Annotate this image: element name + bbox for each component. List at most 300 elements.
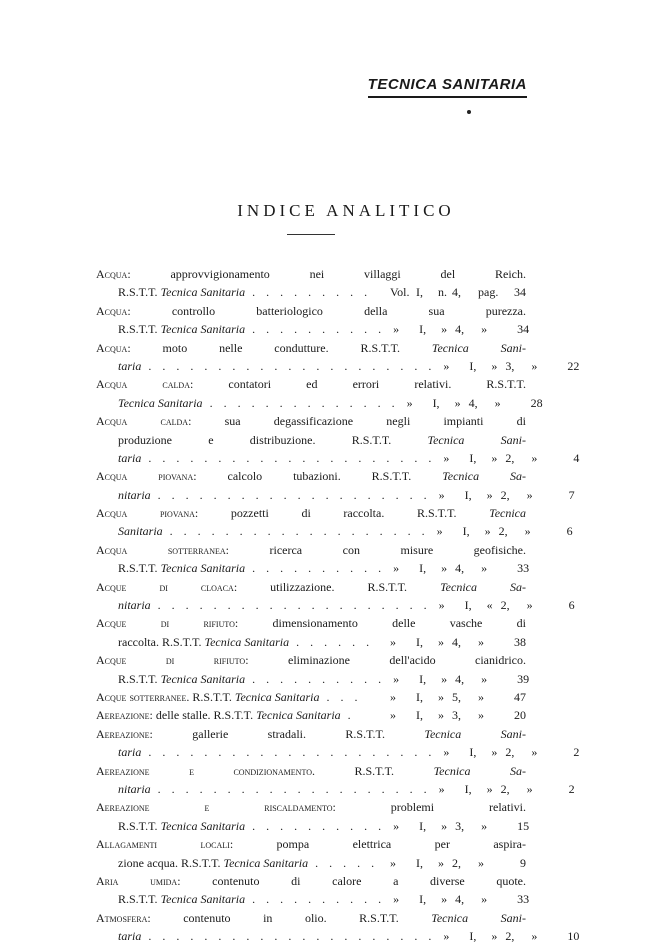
index-entry xyxy=(96,798,530,835)
ref-page: 22 xyxy=(567,358,580,373)
entry-description: utilizzazione. R.S.T.T. xyxy=(237,579,441,594)
entry-text xyxy=(96,339,526,357)
ref-number: 2, xyxy=(498,524,508,539)
entry-description: gallerie stradali. R.S.T.T. xyxy=(152,726,425,741)
ref-number-label: » xyxy=(491,745,498,760)
journal-title: Tecnica Sanitaria xyxy=(160,818,246,833)
journal-title: taria xyxy=(118,929,142,944)
entry-heading: Acque di rifiuto: xyxy=(96,653,249,668)
ref-page: 6 xyxy=(568,598,575,613)
entry-text xyxy=(96,743,435,761)
entry-description: R.S.T.T. xyxy=(118,671,161,686)
entry-description: dimensionamento delle vasche di xyxy=(238,616,526,631)
dot-leader: . . . . . . . . . . xyxy=(245,322,386,337)
ref-volume-label: » xyxy=(443,745,450,760)
entry-text xyxy=(96,504,526,522)
entry-text xyxy=(96,651,526,669)
entry-description: approvvigionamento nei villaggi del Reich. xyxy=(130,267,526,281)
ref-volume: I, xyxy=(432,395,440,410)
entry-reference xyxy=(435,743,579,761)
index-entry-line xyxy=(96,375,526,393)
ref-number: 2, xyxy=(500,781,510,796)
index-entry-line xyxy=(96,431,526,449)
journal-title: Tecnica Sanitaria xyxy=(118,395,203,410)
ref-number: 2, xyxy=(452,855,461,870)
index-entry xyxy=(96,375,543,412)
entry-text xyxy=(96,780,431,798)
ref-volume: I, xyxy=(419,892,427,907)
journal-title: taria xyxy=(118,358,142,373)
entry-text xyxy=(96,817,385,835)
index-entry-line xyxy=(96,559,530,577)
journal-title: Tecnica Sanitaria xyxy=(160,322,246,337)
dot-leader: . . . . . . . . . . . . . . xyxy=(202,395,399,410)
ref-number-label: » xyxy=(438,689,444,704)
ref-page-label: » xyxy=(524,524,531,539)
title-rule xyxy=(287,234,335,235)
dot-leader: . . . . . . . . . . . . . . . . . . . . xyxy=(150,781,431,796)
dot-leader: . . . . . . . . . . . . . . . . . . . . xyxy=(150,487,431,502)
index-entry-line xyxy=(96,467,526,485)
entry-description: pompa elettrica per aspira- xyxy=(233,837,526,852)
entry-heading: Aereazione: xyxy=(96,726,153,741)
ref-number: 5, xyxy=(452,689,461,704)
dot-leader: . . . . . . . . . . . . . . . . . . . xyxy=(162,524,429,539)
ref-page-label: » xyxy=(531,929,538,944)
ref-volume-label: » xyxy=(393,892,400,907)
entry-heading: Acqua: xyxy=(96,340,131,355)
journal-title: nitaria xyxy=(118,487,151,502)
index-entry-line xyxy=(96,890,530,908)
entry-heading: Acqua calda: xyxy=(96,414,192,429)
ref-page: 47 xyxy=(514,689,526,704)
entry-description: contatori ed errori relativi. R.S.T.T. xyxy=(193,377,526,392)
index-entry xyxy=(96,339,580,376)
entry-heading: Acque sotterranee. xyxy=(96,689,190,704)
ref-page: 9 xyxy=(520,855,526,870)
entry-description: R.S.T.T. xyxy=(189,689,235,704)
ref-page-label: » xyxy=(478,855,484,870)
journal-title: Tecnica Sanitaria xyxy=(223,855,309,870)
entry-description: R.S.T.T. xyxy=(118,322,161,337)
ref-volume: I, xyxy=(419,671,427,686)
dot-leader: . . . . . . . . . . . . . . . . . . . . . xyxy=(141,745,436,760)
entry-text xyxy=(96,614,526,632)
ref-number-label: » xyxy=(441,322,448,337)
index-entry-line xyxy=(96,670,530,688)
dot-leader: . . . . . . . . . . xyxy=(245,561,386,576)
ref-volume: I, xyxy=(464,598,472,613)
dot-leader: . . . . . . xyxy=(289,634,374,649)
ref-number-label: » xyxy=(486,781,493,796)
ref-page-label: » xyxy=(531,358,538,373)
ref-page: 39 xyxy=(517,671,530,686)
ref-number: 3, xyxy=(452,708,461,723)
entry-description: contenuto di calore a diverse quote. xyxy=(180,873,526,888)
ref-page: 34 xyxy=(514,285,526,300)
entry-text xyxy=(96,302,526,320)
ref-volume: I, xyxy=(419,818,427,833)
index-entry-line xyxy=(96,394,543,412)
index-entry-line xyxy=(96,578,526,596)
journal-title: Tecnica Sanitaria xyxy=(160,561,246,576)
journal-title: nitaria xyxy=(118,598,151,613)
index-entry-line xyxy=(96,504,526,522)
entry-text xyxy=(96,596,431,614)
entry-text xyxy=(96,522,429,540)
entry-description: ricerca con misure geofisiche. xyxy=(228,542,526,557)
index-entry xyxy=(96,541,530,578)
index-entry xyxy=(96,467,575,504)
ref-volume: I, xyxy=(419,561,427,576)
entry-reference xyxy=(385,817,529,835)
journal-title: Tecnica Sa- xyxy=(440,579,526,594)
ref-number-label: » xyxy=(491,450,498,465)
ref-page: 2 xyxy=(573,745,580,760)
journal-title: Tecnica Sanitaria xyxy=(160,671,246,686)
index-entry xyxy=(96,909,580,945)
ref-volume: I, xyxy=(416,855,423,870)
entry-heading: Aereazione e riscaldamento: xyxy=(96,800,336,815)
ref-page: 38 xyxy=(514,634,526,649)
ref-volume-label: » xyxy=(436,524,443,539)
index-entry-line xyxy=(96,320,530,338)
ref-volume-label: » xyxy=(438,781,445,796)
entry-text xyxy=(96,762,526,780)
ref-volume-label: » xyxy=(393,818,400,833)
dot-leader: . . . . . xyxy=(308,855,379,870)
index-entry-line xyxy=(96,302,526,320)
journal-title: Sanitaria xyxy=(118,524,163,539)
entry-text xyxy=(96,559,385,577)
ref-page-label: » xyxy=(481,671,488,686)
entry-description: eliminazione dell'acido cianidrico. xyxy=(248,653,526,668)
index-entry-line xyxy=(96,743,580,761)
ref-number: 4, xyxy=(455,561,465,576)
dot-leader: . . . . . . . . . . xyxy=(245,671,386,686)
index-entry xyxy=(96,725,580,762)
index-entry-line xyxy=(96,339,526,357)
ref-number-label: n. xyxy=(438,285,447,300)
index-entry xyxy=(96,872,530,909)
ref-number: 4, xyxy=(468,395,478,410)
entry-text xyxy=(96,927,435,945)
journal-title: taria xyxy=(118,450,142,465)
page-title: INDICE ANALITICO xyxy=(237,201,455,220)
entry-description: produzione e distribuzione. R.S.T.T. xyxy=(118,432,428,447)
dot-leader: . . . . . . . . . . . . . . . . . . . . . xyxy=(141,450,436,465)
index-entry-line xyxy=(96,651,526,669)
entry-description: zione acqua. R.S.T.T. xyxy=(118,855,224,870)
index-entry xyxy=(96,578,575,615)
entry-description: R.S.T.T. xyxy=(118,892,161,907)
index-entry-line xyxy=(96,762,526,780)
entry-text xyxy=(96,283,382,301)
journal-title: Tecnica Sani- xyxy=(424,726,526,741)
journal-title: Tecnica Sanitaria xyxy=(204,634,290,649)
entry-text xyxy=(96,467,526,485)
ref-page-label: » xyxy=(526,781,533,796)
entry-heading: Acque di rifiuto: xyxy=(96,616,239,631)
ref-number: 4, xyxy=(455,892,465,907)
ref-page-label: » xyxy=(531,450,538,465)
entry-description: sua degassificazione negli impianti di xyxy=(191,414,526,429)
entry-heading: Acqua: xyxy=(96,303,131,318)
entry-description: pozzetti di raccolta. R.S.T.T. xyxy=(198,506,490,521)
index-entry-line xyxy=(96,614,526,632)
ref-volume-label: » xyxy=(390,689,396,704)
ref-number: 2, xyxy=(505,450,515,465)
ref-volume-label: » xyxy=(443,929,450,944)
entry-reference xyxy=(382,854,526,872)
index-entry-line xyxy=(96,283,526,301)
entry-text xyxy=(96,541,526,559)
entry-heading: Atmosfera: xyxy=(96,910,151,925)
entry-text xyxy=(96,688,382,706)
entry-description: controllo batteriologico della sua purezza. xyxy=(130,303,526,318)
ref-page: 20 xyxy=(514,708,526,723)
ref-number-label: » xyxy=(441,671,448,686)
index-entry-line xyxy=(96,633,526,651)
ref-number: 2, xyxy=(505,929,515,944)
ref-volume-label: » xyxy=(393,322,400,337)
dot-leader: . . . . . . . . . . xyxy=(245,892,386,907)
entry-heading: Acque di cloaca: xyxy=(96,579,238,594)
entry-text xyxy=(96,909,526,927)
index-entry-line xyxy=(96,835,526,853)
entry-text xyxy=(96,320,385,338)
ref-page-label: » xyxy=(531,745,538,760)
ref-number-label: » xyxy=(441,892,448,907)
journal-title: Tecnica Sani- xyxy=(431,340,526,355)
ref-number: 3, xyxy=(455,818,465,833)
entry-text xyxy=(96,890,385,908)
entry-description: contenuto in olio. R.S.T.T. xyxy=(150,910,432,925)
ref-page-label: » xyxy=(481,561,488,576)
dot-leader: . . . . . . . . . xyxy=(245,285,372,300)
ref-volume: I, xyxy=(464,781,472,796)
dot-leader: . . . . . . . . . . xyxy=(245,818,386,833)
entry-text xyxy=(96,725,526,743)
entry-text xyxy=(96,835,526,853)
index-entry xyxy=(96,762,575,799)
index-entry-line xyxy=(96,265,526,283)
entry-reference xyxy=(431,780,575,798)
index-list xyxy=(96,265,580,945)
entry-description: calcolo tubazioni. R.S.T.T. xyxy=(196,469,443,484)
entry-reference xyxy=(435,357,579,375)
journal-title: Tecnica Sani- xyxy=(427,432,526,447)
ref-number-label: » xyxy=(491,929,498,944)
ref-page-label: » xyxy=(481,818,488,833)
entry-description: R.S.T.T. xyxy=(118,818,161,833)
ref-page-label: » xyxy=(478,634,484,649)
dot-leader: . xyxy=(340,708,355,723)
entry-reference xyxy=(385,890,529,908)
entry-heading: Aereazione: xyxy=(96,708,153,723)
dot-leader: . . . . . . . . . . . . . . . . . . . . . xyxy=(141,358,436,373)
index-entry-line xyxy=(96,725,526,743)
ref-page: 7 xyxy=(568,487,575,502)
index-entry-line xyxy=(96,412,526,430)
ref-number-label: » xyxy=(438,708,444,723)
ref-number: 4, xyxy=(452,285,461,300)
index-entry xyxy=(96,706,526,724)
ref-volume: I, xyxy=(416,634,423,649)
ref-page: 15 xyxy=(517,818,530,833)
entry-heading: Acqua piovana: xyxy=(96,469,197,484)
ref-page-label: » xyxy=(481,322,488,337)
ref-volume: I, xyxy=(416,708,423,723)
index-entry-line xyxy=(96,872,526,890)
ref-number-label: » xyxy=(491,358,498,373)
ref-number-label: » xyxy=(438,855,444,870)
index-entry xyxy=(96,835,526,872)
ref-page: 33 xyxy=(517,892,530,907)
entry-reference xyxy=(399,394,543,412)
ink-dot xyxy=(467,110,471,114)
entry-heading: Acqua piovana: xyxy=(96,506,199,521)
entry-reference xyxy=(431,486,575,504)
entry-reference xyxy=(382,283,526,301)
ref-volume: I, xyxy=(416,689,423,704)
ref-page-label: » xyxy=(478,708,484,723)
entry-heading: Acqua sotterranea: xyxy=(96,542,229,557)
ref-volume-label: » xyxy=(390,855,396,870)
index-entry-line xyxy=(96,909,526,927)
ref-page-label: » xyxy=(478,689,484,704)
entry-reference xyxy=(385,670,529,688)
ref-volume-label: » xyxy=(443,450,450,465)
ref-volume-label: » xyxy=(390,708,396,723)
entry-reference xyxy=(385,559,529,577)
index-entry-line xyxy=(96,798,526,816)
journal-title: Tecnica Sanitaria xyxy=(160,285,246,300)
ref-volume-label: » xyxy=(390,634,396,649)
ref-number: 4, xyxy=(455,322,465,337)
index-entry xyxy=(96,614,526,651)
ref-page-label: » xyxy=(494,395,501,410)
entry-text xyxy=(96,375,526,393)
ref-page-label: » xyxy=(481,892,488,907)
ref-volume: I, xyxy=(419,322,427,337)
entry-text xyxy=(96,670,385,688)
ref-page: 6 xyxy=(566,524,573,539)
ref-volume: I, xyxy=(462,524,470,539)
journal-title: Tecnica Sani- xyxy=(431,910,526,925)
entry-text xyxy=(96,412,526,430)
entry-reference xyxy=(429,522,573,540)
entry-description: delle stalle. R.S.T.T. xyxy=(152,708,257,723)
entry-reference xyxy=(435,927,579,945)
ref-page-label: pag. xyxy=(478,285,499,300)
entry-reference xyxy=(382,688,526,706)
dot-leader: . . . . . . . . . . . . . . . . . . . . . xyxy=(141,929,436,944)
ref-page: 33 xyxy=(517,561,530,576)
entry-heading: Acqua: xyxy=(96,267,131,281)
index-entry xyxy=(96,302,530,339)
entry-description: raccolta. R.S.T.T. xyxy=(118,634,205,649)
journal-title: nitaria xyxy=(118,781,151,796)
ref-page: 2 xyxy=(568,781,575,796)
ref-volume: I, xyxy=(464,487,472,502)
ref-page: 10 xyxy=(567,929,580,944)
ref-volume-label: » xyxy=(443,358,450,373)
index-entry-line xyxy=(96,706,526,724)
ref-number: 3, xyxy=(505,358,515,373)
entry-text xyxy=(96,394,399,412)
ref-volume-label: Vol. xyxy=(390,285,410,300)
ref-volume: I, xyxy=(469,929,477,944)
index-entry-line xyxy=(96,522,573,540)
ref-number: 4, xyxy=(452,634,461,649)
ref-number-label: » xyxy=(441,818,448,833)
ref-page-label: » xyxy=(526,598,533,613)
entry-text xyxy=(96,633,382,651)
entry-reference xyxy=(382,706,526,724)
dot-leader: . . . . . . . . . . . . . . . . . . . . xyxy=(150,598,431,613)
entry-description: R.S.T.T. xyxy=(118,285,161,300)
ref-volume-label: » xyxy=(393,561,400,576)
entry-text xyxy=(96,578,526,596)
index-entry-line xyxy=(96,780,575,798)
ref-number-label: » xyxy=(486,487,493,502)
journal-title: Tecnica Sanitaria xyxy=(160,892,246,907)
index-entry-line xyxy=(96,596,575,614)
ref-volume: I, xyxy=(469,358,477,373)
entry-heading: Aereazione e condizionamento. xyxy=(96,763,315,778)
index-entry-line xyxy=(96,449,580,467)
journal-title: taria xyxy=(118,745,142,760)
entry-text xyxy=(96,431,526,449)
index-entry-line xyxy=(96,927,580,945)
entry-heading: Aria umida: xyxy=(96,873,181,888)
journal-title: Tecnica Sanitaria xyxy=(256,708,341,723)
index-entry xyxy=(96,265,526,302)
entry-text xyxy=(96,449,435,467)
ref-volume: I, xyxy=(469,745,477,760)
ref-number-label: » xyxy=(484,524,491,539)
entry-reference xyxy=(382,633,526,651)
ref-volume: I, xyxy=(469,450,477,465)
ref-volume-label: » xyxy=(438,487,445,502)
ref-volume-label: » xyxy=(406,395,413,410)
ref-number: 2, xyxy=(505,745,515,760)
entry-description: R.S.T.T. xyxy=(314,763,434,778)
entry-text xyxy=(96,872,526,890)
ref-page: 34 xyxy=(517,322,530,337)
entry-heading: Allagamenti locali: xyxy=(96,837,234,852)
ref-number-label: « xyxy=(486,598,493,613)
ref-number: 2, xyxy=(500,598,510,613)
ref-volume-label: » xyxy=(393,671,400,686)
entry-description: R.S.T.T. xyxy=(118,561,161,576)
ref-volume: I, xyxy=(416,285,423,300)
index-entry-line xyxy=(96,541,526,559)
journal-title: Tecnica Sa- xyxy=(433,763,526,778)
entry-description: moto nelle condutture. R.S.T.T. xyxy=(130,340,432,355)
index-entry xyxy=(96,651,530,688)
index-entry-line xyxy=(96,357,580,375)
entry-text xyxy=(96,706,382,724)
index-entry-line xyxy=(96,688,526,706)
entry-heading: Acqua calda: xyxy=(96,377,194,392)
ref-page: 28 xyxy=(530,395,543,410)
ref-volume-label: » xyxy=(438,598,445,613)
ref-page-label: » xyxy=(526,487,533,502)
index-entry xyxy=(96,504,573,541)
index-entry-line xyxy=(96,817,530,835)
